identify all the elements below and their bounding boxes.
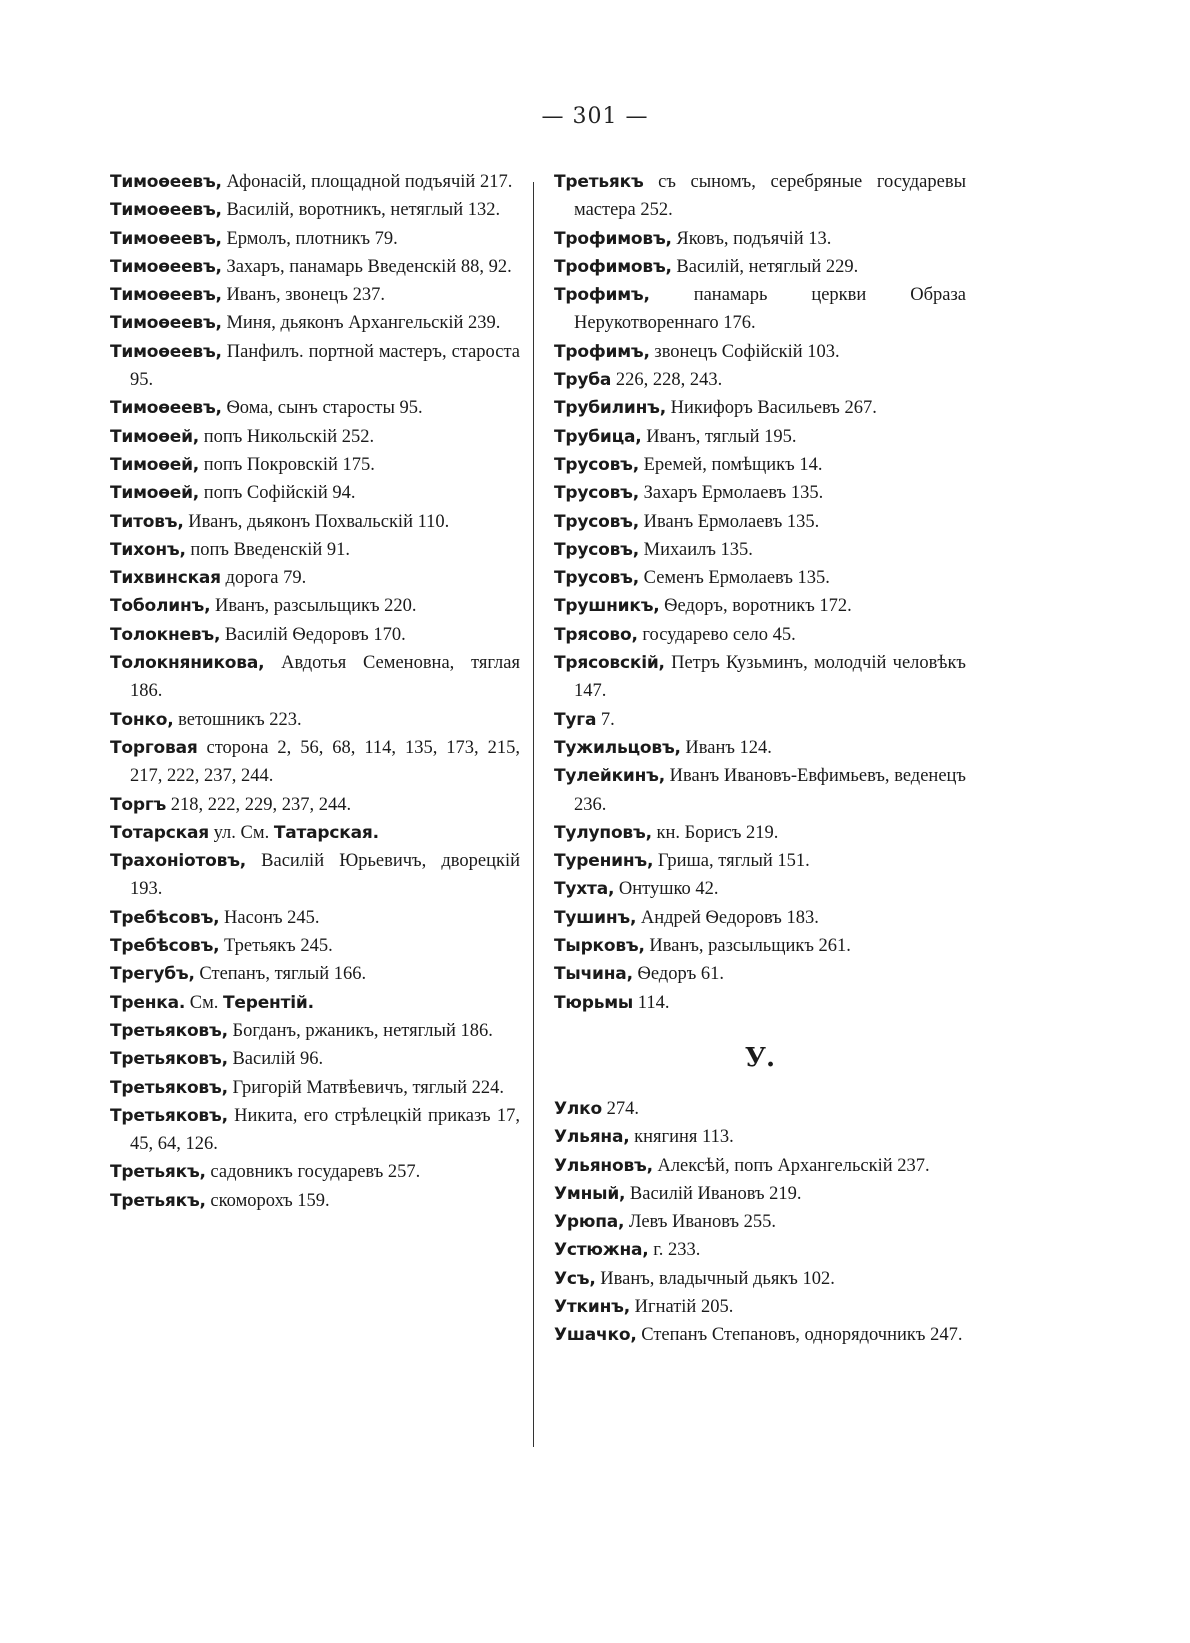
entry-text: Алексѣй, попъ Архангельскій 237.	[652, 1155, 930, 1176]
index-entry	[110, 1045, 520, 1073]
index-entry	[554, 734, 966, 762]
entry-headword: Тужильцовъ,	[554, 737, 681, 758]
entry-headword: Трусовъ,	[554, 568, 639, 589]
entry-text: 226, 228, 243.	[611, 370, 723, 391]
index-entry	[554, 394, 966, 422]
entry-headword: Тоболинъ,	[110, 596, 211, 617]
index-entry	[554, 649, 966, 706]
entry-text: попъ Введенскій 91.	[185, 539, 351, 560]
index-entry	[554, 960, 966, 988]
entry-headword: Трофимъ,	[554, 285, 650, 306]
entry-text: Третьякъ 245.	[219, 936, 333, 957]
index-entry	[110, 847, 520, 904]
index-entry	[554, 904, 966, 932]
entry-text: Василій 96.	[227, 1049, 324, 1070]
entry-text: Левъ Ивановъ 255.	[624, 1212, 777, 1233]
index-entry	[554, 225, 966, 253]
entry-headword: Тушинъ,	[554, 907, 637, 928]
entry-text: княгиня 113.	[629, 1127, 734, 1148]
entry-text: Василій, воротникъ, нетяглый 132.	[221, 200, 501, 221]
entry-text: Никифоръ Васильевъ 267.	[665, 398, 877, 419]
entry-text: попъ Софійскій 94.	[199, 483, 356, 504]
entry-headword: Трубилинъ,	[554, 398, 666, 419]
entry-text: ул. См.	[208, 822, 274, 843]
entry-headword: Тухта,	[554, 879, 615, 900]
column-divider	[533, 182, 534, 1447]
entry-headword: Ушачко,	[554, 1325, 637, 1346]
entry-text: скоморохъ 159.	[205, 1190, 330, 1211]
index-entry	[110, 592, 520, 620]
entry-cross-reference: Терентій.	[223, 992, 314, 1013]
index-entry	[554, 621, 966, 649]
entry-text: дорога 79.	[220, 568, 307, 589]
entry-text: Ѳома, сынъ старосты 95.	[221, 398, 423, 419]
entry-text: садовникъ государевъ 257.	[205, 1162, 421, 1183]
entry-text: звонецъ Софійскій 103.	[649, 341, 840, 362]
entry-headword: Тимоѳеевъ,	[110, 200, 222, 221]
index-entry	[554, 592, 966, 620]
entry-headword: Торгъ	[110, 794, 167, 815]
index-entry	[554, 479, 966, 507]
entry-headword: Тренка.	[110, 992, 186, 1013]
index-entry	[554, 1265, 966, 1293]
entry-text: Никита, его стрѣлецкій приказъ 17, 45, 64, 126.	[130, 1105, 520, 1155]
index-entry	[554, 536, 966, 564]
index-entry	[554, 1152, 966, 1180]
entry-headword: Тимоѳей,	[110, 454, 200, 475]
entry-headword: Тимоѳеевъ,	[110, 285, 222, 306]
entry-headword: Тимоѳеевъ,	[110, 398, 222, 419]
section-letter-heading: У.	[744, 1042, 776, 1073]
index-entry	[554, 706, 966, 734]
entry-headword: Трофимовъ,	[554, 256, 672, 277]
index-entry	[110, 1017, 520, 1045]
entry-text: Игнатій 205.	[630, 1296, 734, 1317]
entry-headword: Ульяновъ,	[554, 1155, 653, 1176]
entry-headword: Улко	[554, 1098, 602, 1119]
entry-headword: Умный,	[554, 1183, 626, 1204]
index-column-right	[554, 168, 966, 1350]
entry-text: Миня, дьяконъ Архангельскій 239.	[221, 313, 501, 334]
index-entry	[110, 621, 520, 649]
entry-text: Василій Юрьевичъ, дворецкій 193.	[130, 851, 520, 900]
entry-text: Афонасій, площадной подъячій 217.	[221, 172, 513, 192]
index-entry	[110, 734, 520, 791]
entry-text: Василій Ивановъ 219.	[625, 1183, 802, 1204]
index-entry	[554, 253, 966, 281]
index-entry	[554, 1180, 966, 1208]
index-entry	[110, 1187, 520, 1215]
entry-headword: Трегубъ,	[110, 964, 195, 985]
index-entry	[110, 196, 520, 224]
entry-headword: Титовъ,	[110, 511, 184, 532]
entry-text: 7.	[596, 709, 615, 730]
index-entry	[554, 875, 966, 903]
index-entry	[110, 168, 520, 196]
entry-headword: Требѣсовъ,	[110, 907, 220, 928]
entry-cross-reference: Татарская.	[273, 822, 379, 843]
entry-headword: Трубица,	[554, 426, 642, 447]
entry-text: Григорій Матвѣевичъ, тяглый 224.	[227, 1077, 505, 1098]
entry-headword: Третьякъ,	[110, 1190, 206, 1211]
entry-text: Захаръ Ермолаевъ 135.	[639, 483, 824, 504]
entry-headword: Третьяковъ,	[110, 1020, 228, 1041]
entry-text: попъ Покровскій 175.	[199, 454, 375, 475]
page-number: — 301 —	[541, 104, 649, 129]
entry-text: Семенъ Ермолаевъ 135.	[639, 568, 830, 589]
entry-text: 114.	[633, 992, 670, 1013]
index-entry	[110, 649, 520, 706]
entry-text: Захаръ, панамарь Введенскій 88, 92.	[221, 256, 512, 277]
entry-headword: Тулуповъ,	[554, 822, 652, 843]
index-entry	[110, 932, 520, 960]
entry-headword: Туга	[554, 709, 597, 730]
index-entry	[110, 394, 520, 422]
index-entry	[554, 451, 966, 479]
index-entry	[110, 309, 520, 337]
index-entry	[110, 819, 520, 847]
index-entry	[554, 1321, 966, 1349]
index-entry	[554, 932, 966, 960]
index-entry	[110, 338, 520, 395]
index-entry	[554, 1236, 966, 1264]
index-entry	[110, 1102, 520, 1159]
index-entry	[554, 847, 966, 875]
entry-headword: Толокневъ,	[110, 624, 221, 645]
entry-text: съ сыномъ, серебряные государевы мастера 252.	[574, 172, 966, 221]
index-entry	[110, 281, 520, 309]
entry-text: См.	[185, 992, 224, 1013]
index-entries-t	[554, 168, 966, 1017]
entry-headword: Тотарская	[110, 822, 209, 843]
entry-text: Еремей, помѣщикъ 14.	[639, 454, 823, 475]
entry-headword: Усъ,	[554, 1268, 596, 1289]
entry-text: Иванъ, владычный дьякъ 102.	[595, 1268, 835, 1289]
entry-text: Василій, нетяглый 229.	[671, 256, 859, 277]
entry-text: кн. Борисъ 219.	[651, 822, 779, 843]
entry-headword: Трофимовъ,	[554, 228, 672, 249]
entry-headword: Туренинъ,	[554, 851, 654, 872]
entry-text: Онтушко 42.	[614, 879, 719, 900]
entry-headword: Тимоѳей,	[110, 483, 200, 504]
entry-text: государево село 45.	[637, 624, 796, 645]
entry-headword: Трахоніотовъ,	[110, 851, 247, 872]
index-entry	[554, 281, 966, 338]
entry-text: Гриша, тяглый 151.	[653, 851, 810, 872]
entry-headword: Трясовскій,	[554, 653, 665, 674]
entry-headword: Трофимъ,	[554, 341, 650, 362]
index-entry	[554, 366, 966, 394]
entry-text: Ѳедоръ, воротникъ 172.	[659, 596, 852, 617]
entry-headword: Уткинъ,	[554, 1296, 630, 1317]
index-entry	[554, 168, 966, 225]
entry-headword: Третьякъ,	[110, 1162, 206, 1183]
entry-headword: Трусовъ,	[554, 539, 639, 560]
entry-headword: Третьяковъ,	[110, 1049, 228, 1070]
entry-text: Андрей Ѳедоровъ 183.	[636, 907, 819, 928]
entry-text: Петръ Кузьминъ, молодчій человѣкъ 147.	[574, 653, 966, 702]
entry-text: панамарь церкви Образа Нерукотвореннаго 176.	[574, 285, 966, 334]
entry-text: Иванъ Ермолаевъ 135.	[639, 511, 820, 532]
entry-headword: Тимоѳеевъ,	[110, 256, 222, 277]
index-entry	[554, 819, 966, 847]
entry-headword: Устюжна,	[554, 1240, 649, 1261]
entry-text: Иванъ, тяглый 195.	[641, 426, 797, 447]
index-entry	[554, 989, 966, 1017]
entry-headword: Толокняникова,	[110, 653, 265, 674]
entry-text: Михаилъ 135.	[639, 539, 753, 560]
entry-headword: Трусовъ,	[554, 454, 639, 475]
entry-text: г. 233.	[648, 1240, 701, 1261]
entry-text: Насонъ 245.	[219, 907, 320, 928]
entry-text: Иванъ, разсыльщикъ 220.	[210, 596, 417, 617]
index-entry	[110, 1158, 520, 1186]
index-entry	[110, 225, 520, 253]
entry-text: Иванъ 124.	[680, 737, 772, 758]
index-entry	[554, 338, 966, 366]
entry-text: Ермолъ, плотникъ 79.	[221, 228, 398, 249]
entry-headword: Труба	[554, 370, 612, 391]
entry-text: Иванъ, звонецъ 237.	[221, 285, 385, 306]
entry-headword: Тимоѳеевъ,	[110, 341, 222, 362]
index-entry	[110, 960, 520, 988]
entry-headword: Торговая	[110, 737, 198, 758]
index-entry	[110, 989, 520, 1017]
entry-headword: Тимоѳеевъ,	[110, 172, 222, 192]
index-entry	[110, 479, 520, 507]
entry-headword: Тимоѳеевъ,	[110, 313, 222, 334]
entry-text: сторона 2, 56, 68, 114, 135, 173, 215, 217, 222, 237, 244.	[130, 737, 520, 787]
index-entry	[554, 1293, 966, 1321]
entry-text: Степанъ Степановъ, однорядочникъ 247.	[636, 1325, 963, 1346]
entry-text: Иванъ Ивановъ-Евфимьевъ, веденецъ 236.	[574, 766, 966, 815]
entry-headword: Третьяковъ,	[110, 1105, 228, 1126]
index-entry	[110, 536, 520, 564]
index-entry	[110, 253, 520, 281]
index-entries-u	[554, 1095, 966, 1350]
index-entry	[110, 564, 520, 592]
index-entry	[554, 1208, 966, 1236]
index-entry	[110, 706, 520, 734]
entry-text: Ѳедоръ 61.	[632, 964, 725, 985]
entry-headword: Тонко,	[110, 709, 174, 730]
entry-text: Василій Ѳедоровъ 170.	[220, 624, 406, 645]
entry-text: Иванъ, дьяконъ Похвальскій 110.	[183, 511, 450, 532]
entry-headword: Трушникъ,	[554, 596, 660, 617]
entry-text: Богданъ, ржаникъ, нетяглый 186.	[227, 1020, 493, 1041]
entry-headword: Тимоѳеевъ,	[110, 228, 222, 249]
entry-text: Степанъ, тяглый 166.	[194, 964, 367, 985]
index-entry	[110, 791, 520, 819]
entry-headword: Тихонъ,	[110, 539, 186, 560]
entry-headword: Тулейкинъ,	[554, 766, 665, 787]
entry-headword: Требѣсовъ,	[110, 936, 220, 957]
entry-text: Иванъ, разсыльщикъ 261.	[644, 936, 851, 957]
index-entry	[110, 1074, 520, 1102]
entry-headword: Третьяковъ,	[110, 1077, 228, 1098]
entry-headword: Тырковъ,	[554, 936, 645, 957]
index-entry	[110, 423, 520, 451]
entry-text: Яковъ, подъячій 13.	[671, 228, 832, 249]
index-entry	[554, 762, 966, 819]
entry-text: 274.	[601, 1098, 639, 1119]
entry-headword: Трясово,	[554, 624, 638, 645]
index-entry	[110, 904, 520, 932]
index-entry	[110, 508, 520, 536]
index-entry	[554, 423, 966, 451]
entry-headword: Тимоѳей,	[110, 426, 200, 447]
index-entry	[554, 1123, 966, 1151]
index-entry	[554, 564, 966, 592]
entry-headword: Урюпа,	[554, 1212, 625, 1233]
entry-headword: Трусовъ,	[554, 511, 639, 532]
entry-headword: Тихвинская	[110, 568, 221, 589]
entry-headword: Ульяна,	[554, 1127, 630, 1148]
index-entry	[110, 451, 520, 479]
entry-headword: Третьякъ	[554, 172, 644, 192]
entry-headword: Тычина,	[554, 964, 633, 985]
entry-text: Панфилъ. портной мастеръ, староста 95.	[130, 341, 520, 391]
entry-headword: Трусовъ,	[554, 483, 639, 504]
index-entry	[554, 1095, 966, 1123]
index-column-left	[110, 168, 520, 1215]
entry-text: 218, 222, 229, 237, 244.	[166, 794, 352, 815]
entry-headword: Тюрьмы	[554, 992, 634, 1013]
entry-text: Авдотья Семеновна, тяглая 186.	[130, 653, 520, 702]
index-entry	[554, 508, 966, 536]
entry-text: попъ Никольскій 252.	[199, 426, 375, 447]
entry-text: ветошникъ 223.	[173, 709, 302, 730]
